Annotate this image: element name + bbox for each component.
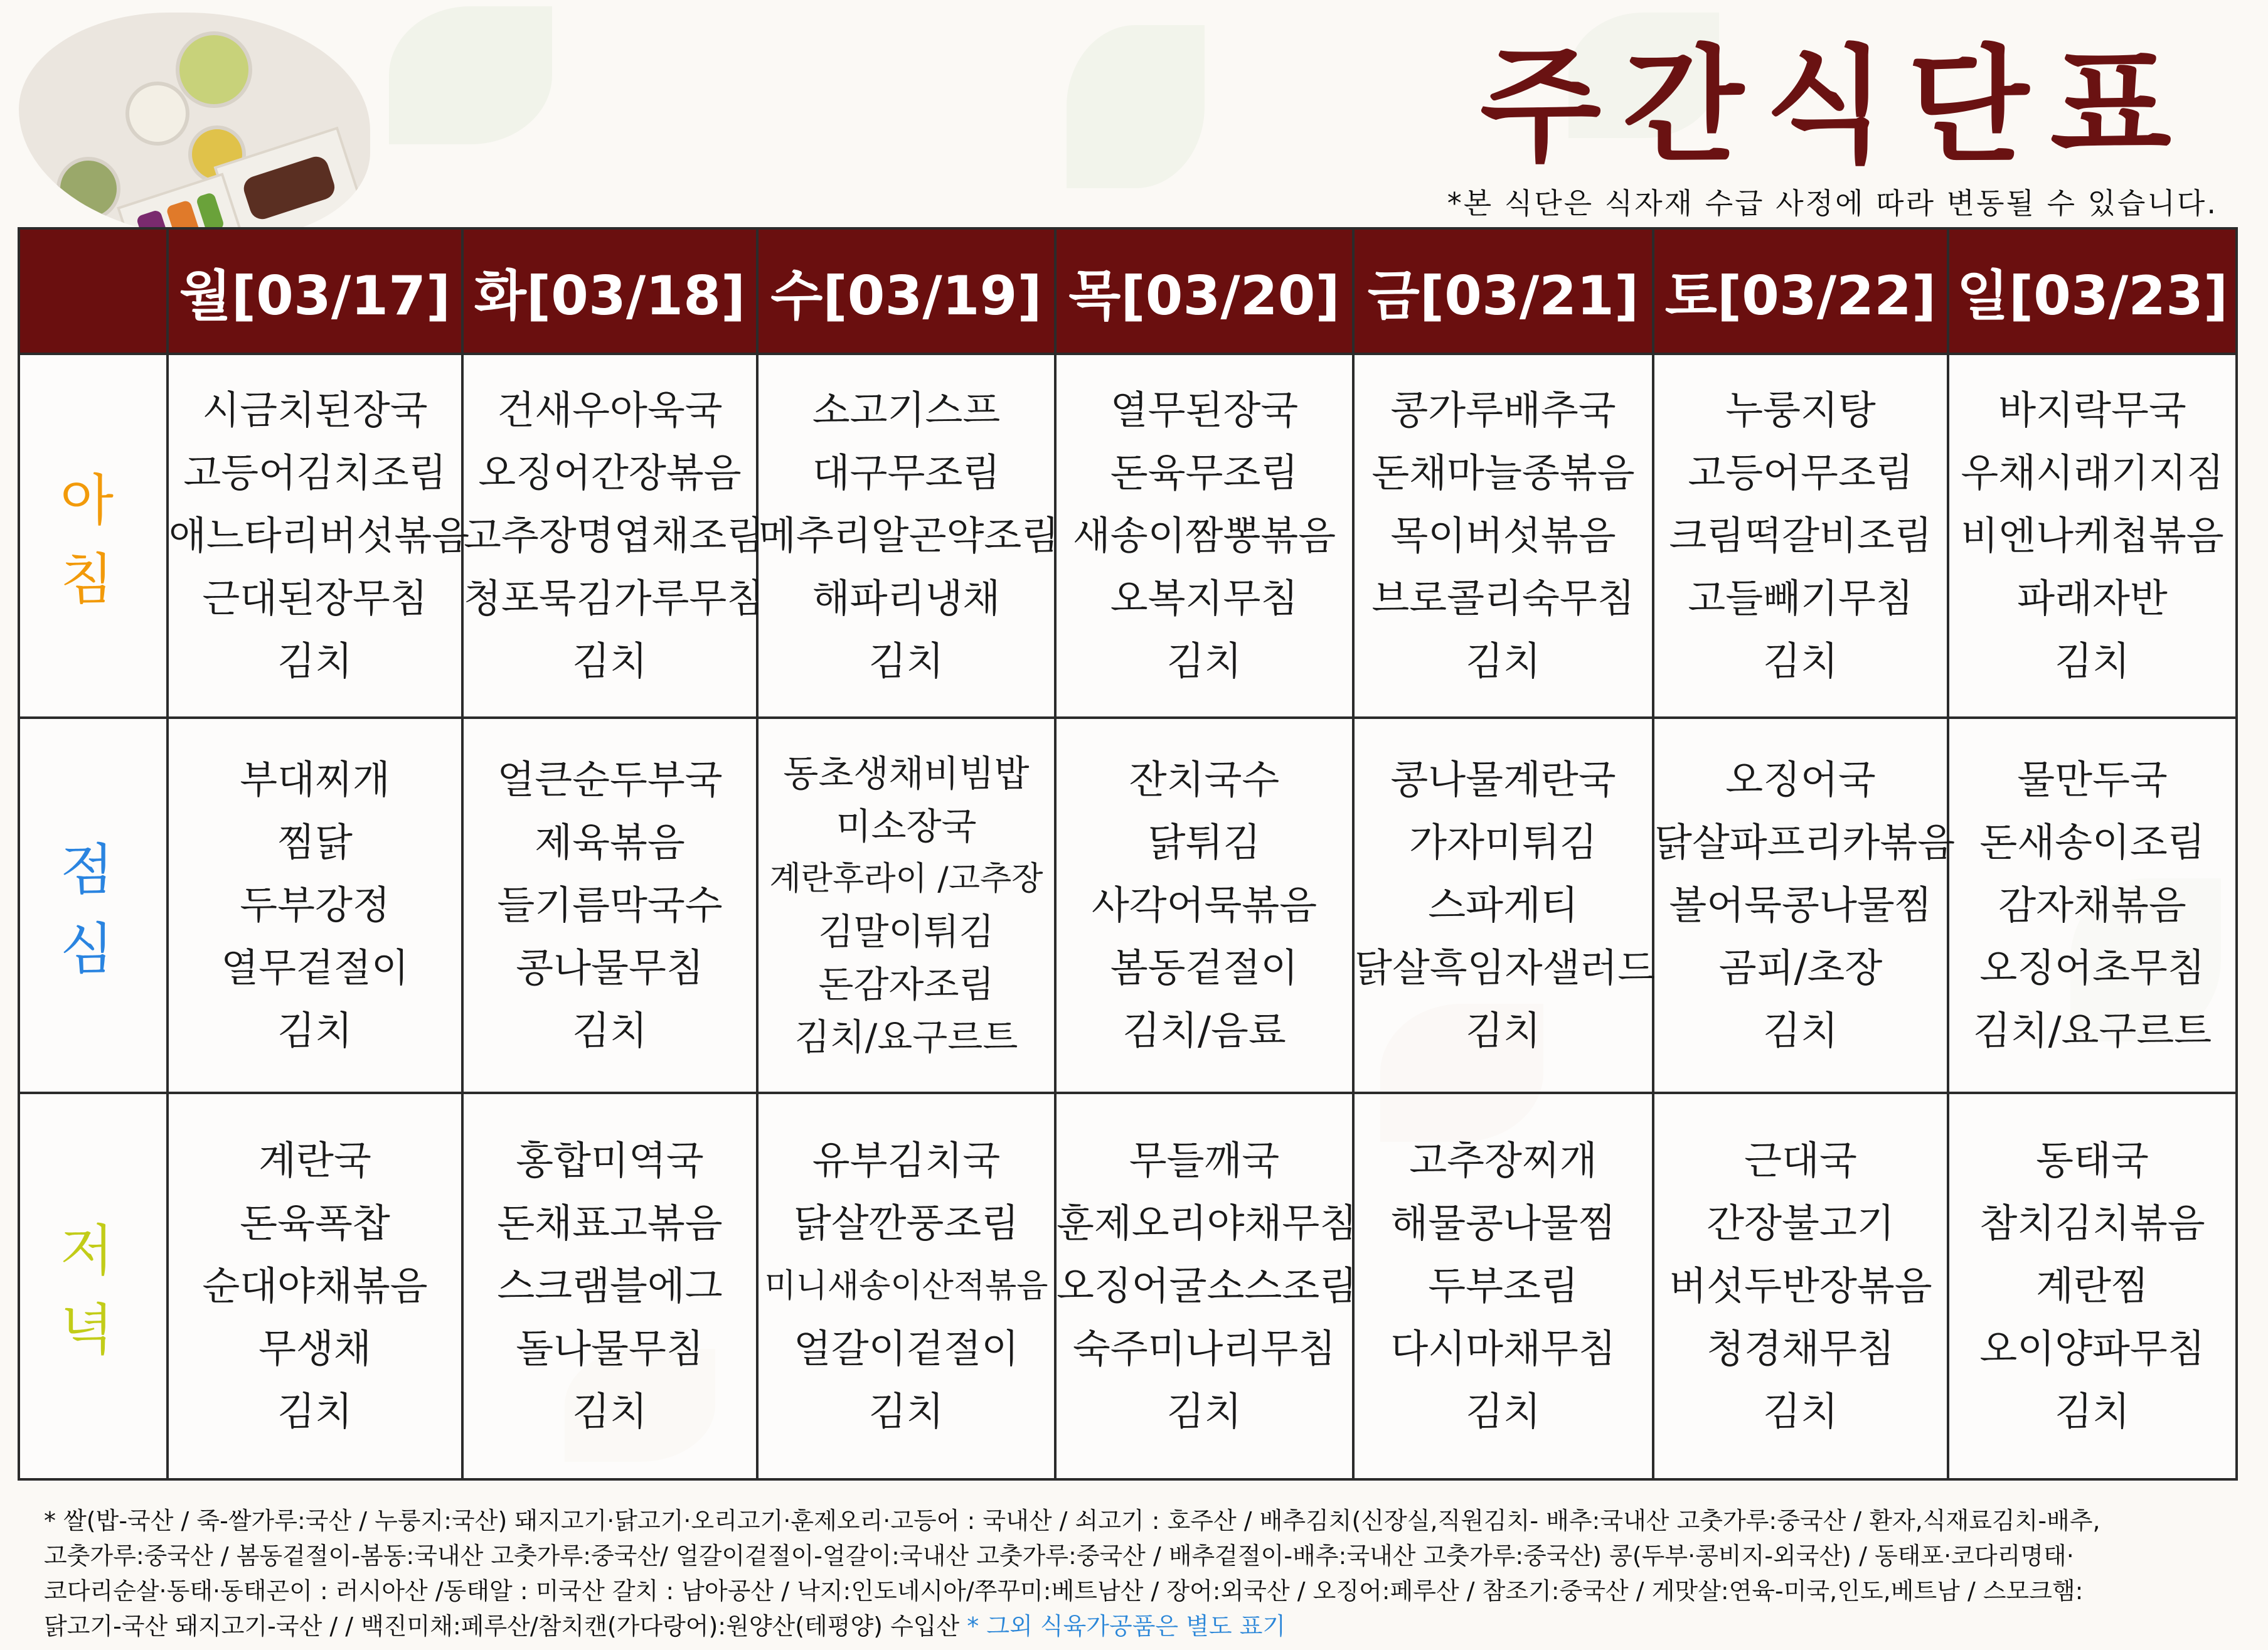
menu-item: 오징어초무침: [1979, 945, 2205, 991]
menu-item: 닭튀김: [1147, 819, 1261, 865]
menu-item: 들기름막국수: [497, 882, 723, 928]
day-header-mon: [168, 228, 462, 354]
menu-cell-dinner-wed: [757, 1093, 1055, 1479]
weekly-menu-table: [18, 227, 2238, 1481]
menu-cell-dinner-tue: [462, 1093, 757, 1479]
day-header-sat: [1653, 228, 1948, 354]
menu-cell-dinner-thu: [1055, 1093, 1358, 1479]
day-date: [03/23]: [2008, 265, 2228, 327]
menu-item: 오징어간장볶음: [478, 450, 742, 496]
menu-item: 동태국: [2036, 1137, 2149, 1183]
menu-cell-breakfast-wed: [757, 354, 1060, 718]
breakfast-label: 아 침: [19, 354, 168, 718]
menu-cell-lunch-sun: [1948, 718, 2237, 1093]
menu-item: 우채시래기지짐: [1961, 450, 2224, 496]
day-header-thu: [1055, 228, 1353, 354]
menu-item: 참치김치볶음: [1979, 1200, 2205, 1246]
menu-cell-breakfast-mon: [168, 354, 470, 718]
menu-item: 얼갈이겉절이: [793, 1326, 1020, 1371]
menu-item: 홍합미역국: [516, 1137, 704, 1183]
menu-item: 계란국: [258, 1137, 371, 1183]
background-leaf: [389, 6, 552, 144]
day-header-fri: [1353, 228, 1653, 354]
origin-footnote: [44, 1503, 2202, 1644]
menu-item: 대구무조림: [812, 450, 1001, 496]
menu-item: 버섯두반장볶음: [1669, 1263, 1932, 1309]
day-date: [03/20]: [1121, 265, 1340, 327]
menu-item: 김치: [2055, 1388, 2130, 1434]
menu-item: 콩나물계란국: [1390, 757, 1616, 802]
menu-item: 돈육폭찹: [240, 1200, 390, 1246]
day-name: 금: [1367, 265, 1420, 327]
menu-item: 김치: [2055, 638, 2130, 684]
menu-item: 돌나물무침: [516, 1326, 704, 1371]
menu-item: 돈채표고볶음: [497, 1200, 723, 1246]
menu-cell-lunch-mon: [168, 718, 462, 1093]
menu-item: 김치: [868, 638, 944, 684]
menu-item: 근대국: [1744, 1137, 1857, 1183]
menu-cell-dinner-fri: [1353, 1093, 1653, 1479]
menu-item: 김치: [572, 638, 647, 684]
menu-item: 크림떡갈비조림: [1669, 513, 1932, 558]
menu-item: 누룽지탕: [1725, 387, 1876, 433]
menu-item: 김치: [1466, 1008, 1541, 1053]
menu-item: 돈새송이조림: [1979, 819, 2205, 865]
day-name: 월: [179, 265, 232, 327]
menu-item: 시금치된장국: [202, 387, 428, 433]
footnote-line: * 쌀(밥-국산 / 죽-쌀가루:국산 / 누룽지:국산) 돼지고기·닭고기·오리고기·훈제오리·고등어 : 국내산 / 쇠고기 : 호주산 / 배추김치(신장실,직원김치- 배추:국내산 고춧가루:중국산 / 환자,식재료김치-배추,: [44, 1507, 2100, 1535]
menu-item: 청경채무침: [1706, 1326, 1895, 1371]
menu-item: 무생채: [258, 1326, 371, 1371]
menu-cell-breakfast-sun: [1948, 354, 2237, 718]
menu-item: 유부김치국: [812, 1137, 1001, 1183]
page-title: 주간식단표: [1479, 33, 2193, 179]
menu-item: 다시마채무침: [1390, 1326, 1616, 1371]
menu-item: 돈채마늘종볶음: [1371, 450, 1635, 496]
day-name: 화: [474, 265, 526, 327]
menu-item: 김치: [277, 1008, 353, 1053]
menu-item: 가자미튀김: [1409, 819, 1597, 865]
side-dish-icon: [56, 157, 120, 221]
menu-item: 무들깨국: [1129, 1137, 1280, 1183]
menu-item: 봄동겉절이: [1110, 945, 1299, 991]
menu-item: 스파게티: [1428, 882, 1579, 928]
day-date: [03/19]: [823, 265, 1042, 327]
menu-cell-dinner-sun: [1948, 1093, 2237, 1479]
menu-item: 비엔나케첩볶음: [1961, 513, 2224, 558]
menu-item: 김치: [1763, 1008, 1838, 1053]
day-name: 목: [1068, 265, 1121, 327]
food-photo: [19, 13, 370, 238]
menu-item: 김치: [277, 638, 353, 684]
menu-item: 숙주미나리무침: [1072, 1326, 1336, 1371]
menu-item: 닭살흑임자샐러드: [1355, 945, 1656, 991]
rice-bowl-icon: [125, 82, 189, 146]
menu-item: 김치: [1166, 1388, 1242, 1434]
menu-item: 동초생채비빔밥: [783, 752, 1030, 795]
menu-item: 해물콩나물찜: [1390, 1200, 1616, 1246]
menu-item: 건새우아욱국: [497, 387, 723, 433]
menu-item: 목이버섯볶음: [1390, 513, 1616, 558]
menu-item: 김치: [572, 1388, 647, 1434]
menu-cell-breakfast-sat: [1653, 354, 1948, 718]
menu-item: 찜닭: [277, 819, 353, 865]
menu-cell-lunch-tue: [462, 718, 757, 1093]
menu-cell-dinner-sat: [1653, 1093, 1948, 1479]
menu-item: 돈감자조림: [818, 963, 994, 1006]
day-date: [03/22]: [1717, 265, 1937, 327]
menu-item: 간장불고기: [1706, 1200, 1895, 1246]
soup-bowl-icon: [176, 31, 252, 108]
menu-item: 고추장찌개: [1409, 1137, 1597, 1183]
menu-item: 고추장명엽채조림: [464, 513, 765, 558]
menu-cell-lunch-sat: [1653, 718, 1956, 1093]
menu-item: 곰피/초장: [1718, 945, 1883, 991]
menu-item: 김치/요구르트: [1973, 1008, 2212, 1053]
menu-item: 제육볶음: [535, 819, 685, 865]
dinner-row: [19, 1093, 2237, 1479]
menu-item: 김치: [277, 1388, 353, 1434]
menu-item: 해파리냉채: [812, 575, 1001, 621]
menu-item: 오징어굴소스조림: [1057, 1263, 1358, 1309]
menu-item: 감자채볶음: [1998, 882, 2186, 928]
lunch-row: [19, 718, 2237, 1093]
footnote-line: [44, 1609, 2202, 1644]
menu-change-notice: *본 식단은 식자재 수급 사정에 따라 변동될 수 있습니다.: [1447, 186, 2218, 220]
menu-item: 열무겉절이: [221, 945, 409, 991]
day-name: 수: [770, 265, 823, 327]
menu-item: 물만두국: [2017, 757, 2168, 802]
menu-item: 얼큰순두부국: [497, 757, 723, 802]
footnote-line: 코다리순살·동태·동태곤이 : 러시아산 /동태알 : 미국산 갈치 : 남아공산 / 낙지:인도네시아/쭈꾸미:베트남산 / 장어:외국산 / 오징어:페루산 / 참조기:중국산 / 게맛살:연육-미국,인도,베트남 / 스모크햄:: [44, 1577, 2084, 1605]
menu-item: 닭살파프리카볶음: [1654, 819, 1956, 865]
menu-item: 고들빼기무침: [1688, 575, 1914, 621]
menu-item: 파래자반: [2017, 575, 2168, 621]
menu-item: 콩나물무침: [516, 945, 704, 991]
menu-item: 잔치국수: [1129, 757, 1280, 802]
breakfast-row: [19, 354, 2237, 718]
menu-item: 돈육무조림: [1110, 450, 1299, 496]
menu-item: 미소장국: [836, 805, 977, 848]
dinner-label: 저 녁: [19, 1093, 168, 1479]
menu-item: 볼어묵콩나물찜: [1669, 882, 1932, 928]
day-date: [03/17]: [231, 265, 451, 327]
footnote-text: 닭고기-국산 돼지고기-국산 / / 백진미채:페루산/참치캔(가다랑어):원양산(테평양) 수입산: [44, 1612, 967, 1640]
menu-item: 두부강정: [240, 882, 390, 928]
day-date: [03/21]: [1419, 265, 1639, 327]
menu-item: 김치: [1763, 638, 1838, 684]
day-header-wed: [757, 228, 1055, 354]
menu-cell-lunch-thu: [1055, 718, 1353, 1093]
footnote-line: 고춧가루:중국산 / 봄동겉절이-봄동:국내산 고춧가루:중국산/ 얼갈이겉절이-얼갈이:국내산 고춧가루:중국산 / 배추겉절이-배추:국내산 고춧가루:중국산) 콩(두부·콩비지-외국산) / 동태포·코다리명태·: [44, 1542, 2074, 1570]
menu-item: 김말이튀김: [818, 910, 994, 953]
menu-item: 김치: [1466, 638, 1541, 684]
menu-item: 두부조림: [1428, 1263, 1579, 1309]
header-corner: [19, 228, 168, 354]
menu-item: 고등어무조림: [1688, 450, 1914, 496]
menu-item: 김치: [1763, 1388, 1838, 1434]
processed-meat-note: * 그외 식육가공품은 별도 표기: [967, 1612, 1286, 1640]
menu-cell-breakfast-fri: [1353, 354, 1653, 718]
menu-item: 오징어국: [1725, 757, 1876, 802]
menu-item: 미니새송이산적볶음: [764, 1267, 1048, 1305]
menu-item: 고등어김치조림: [183, 450, 447, 496]
day-header-row: [19, 228, 2237, 354]
menu-item: 김치: [1166, 638, 1242, 684]
menu-item: 오이양파무침: [1979, 1326, 2205, 1371]
menu-cell-breakfast-tue: [462, 354, 765, 718]
menu-item: 새송이짬뽕볶음: [1072, 513, 1336, 558]
day-header-sun: [1948, 228, 2237, 354]
menu-cell-dinner-mon: [168, 1093, 462, 1479]
menu-item: 김치: [868, 1388, 944, 1434]
day-date: [03/18]: [526, 265, 746, 327]
menu-cell-lunch-wed: [757, 718, 1055, 1093]
menu-item: 브로콜리숙무침: [1371, 575, 1635, 621]
day-name: 일: [1956, 265, 2009, 327]
menu-item: 애느타리버섯볶음: [169, 513, 470, 558]
day-header-tue: [462, 228, 757, 354]
menu-item: 바지락무국: [1998, 387, 2186, 433]
menu-item: 콩가루배추국: [1390, 387, 1616, 433]
menu-item: 계란후라이 /고추장: [769, 860, 1043, 898]
menu-cell-lunch-fri: [1353, 718, 1656, 1093]
menu-item: 청포묵김가루무침: [464, 575, 765, 621]
menu-item: 오복지무침: [1110, 575, 1299, 621]
lunch-label: 점 심: [19, 718, 168, 1093]
menu-item: 김치/요구르트: [794, 1016, 1018, 1058]
day-name: 토: [1664, 265, 1717, 327]
menu-item: 훈제오리야채무침: [1057, 1200, 1358, 1246]
menu-cell-breakfast-thu: [1055, 354, 1353, 718]
menu-item: 김치/음료: [1122, 1008, 1286, 1053]
menu-item: 열무된장국: [1110, 387, 1299, 433]
menu-item: 스크램블에그: [497, 1263, 723, 1309]
menu-item: 사각어묵볶음: [1091, 882, 1318, 928]
menu-item: 근대된장무침: [202, 575, 428, 621]
menu-item: 부대찌개: [240, 757, 390, 802]
menu-item: 순대야채볶음: [202, 1263, 428, 1309]
menu-item: 김치: [1466, 1388, 1541, 1434]
menu-item: 메추리알곤약조림: [759, 513, 1060, 558]
background-leaf: [1067, 25, 1205, 188]
menu-item: 계란찜: [2036, 1263, 2149, 1309]
menu-item: 닭살깐풍조림: [793, 1200, 1020, 1246]
menu-item: 김치: [572, 1008, 647, 1053]
menu-item: 소고기스프: [812, 387, 1001, 433]
